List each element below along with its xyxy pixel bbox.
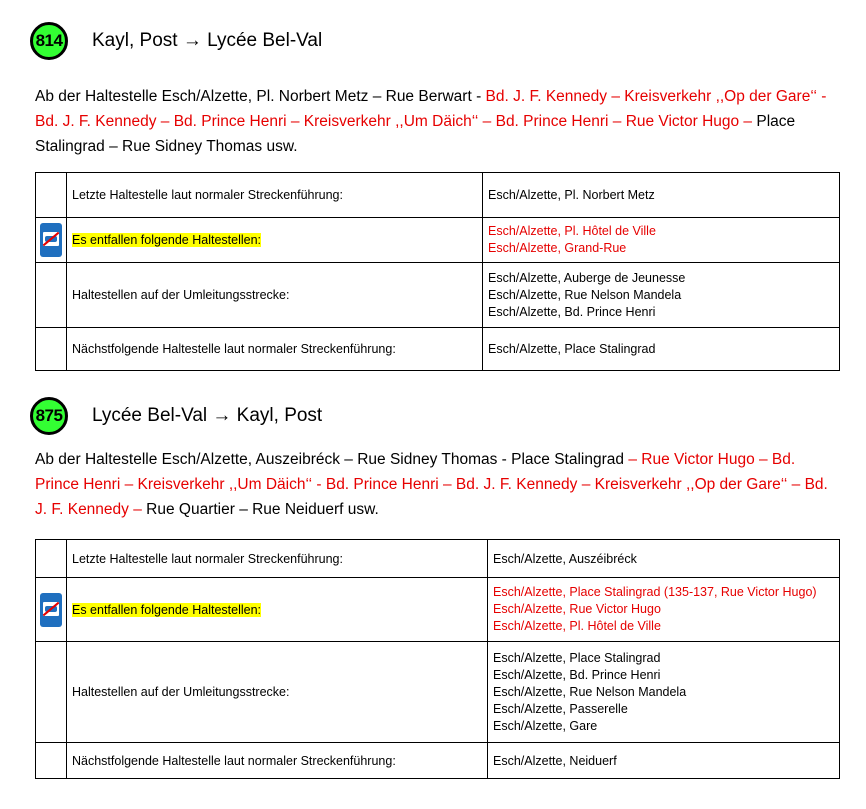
route-number-badge: 814 xyxy=(30,22,68,60)
next-stop-label: Nächstfolgende Haltestelle laut normaler Streckenführung: xyxy=(67,743,488,779)
desc-text-red: Bd. J. F. Kennedy – Kreisverkehr ,,Op der Gare‘‘ - Bd. J. F. Kennedy – Bd. Prince Henri – Kreisverkehr ,,Um Däich‘‘ – Bd. Prince Henri – Rue Victor Hugo – xyxy=(35,88,827,130)
last-stop-value: Esch/Alzette, Auszéibréck xyxy=(488,540,840,578)
desc-text-black: Ab der Haltestelle Esch/Alzette, Pl. Norbert Metz – Rue Berwart - xyxy=(35,88,486,105)
last-stop-label: Letzte Haltestelle laut normaler Streckenführung: xyxy=(67,540,488,578)
last-stop-value: Esch/Alzette, Pl. Norbert Metz xyxy=(483,173,840,218)
list-item: Esch/Alzette, Pl. Hôtel de Ville xyxy=(493,619,661,633)
route-description xyxy=(35,84,835,159)
cancelled-stops-label: Es entfallen folgende Haltestellen: xyxy=(72,233,262,247)
cancelled-stops-label: Es entfallen folgende Haltestellen: xyxy=(72,602,262,617)
bus-stop-cancelled-icon xyxy=(40,593,62,627)
list-item: Esch/Alzette, Grand-Rue xyxy=(488,241,627,255)
table-row-detour-stops xyxy=(36,263,840,328)
route-title: Kayl, Post → Lycée Bel-Val xyxy=(92,30,323,51)
stops-table xyxy=(35,172,840,371)
detour-stops-label: Haltestellen auf der Umleitungsstrecke: xyxy=(67,263,483,328)
route-description xyxy=(35,447,835,522)
icon-cell xyxy=(36,540,67,578)
table-row-last-stop xyxy=(36,173,840,218)
list-item: Esch/Alzette, Bd. Prince Henri xyxy=(488,304,656,319)
detour-stops-label: Haltestellen auf der Umleitungsstrecke: xyxy=(67,642,488,743)
detour-stops-list xyxy=(483,263,840,328)
icon-cell xyxy=(36,578,67,642)
list-item: Esch/Alzette, Bd. Prince Henri xyxy=(493,667,661,682)
last-stop-label: Letzte Haltestelle laut normaler Streckenführung: xyxy=(67,173,483,218)
list-item: Esch/Alzette, Pl. Hôtel de Ville xyxy=(488,224,656,238)
route-header xyxy=(30,22,322,60)
stops-table xyxy=(35,539,840,779)
list-item: Esch/Alzette, Rue Nelson Mandela xyxy=(493,684,687,699)
table-row-detour-stops xyxy=(36,642,840,743)
cancelled-stops-list xyxy=(488,578,840,642)
desc-text-black-end: Place Stalingrad – Rue Sidney Thomas usw. xyxy=(35,113,796,155)
list-item: Esch/Alzette, Passerelle xyxy=(493,701,628,716)
list-item: Esch/Alzette, Auberge de Jeunesse xyxy=(488,270,686,285)
list-item: Esch/Alzette, Gare xyxy=(493,718,598,733)
table-row-cancelled-stops xyxy=(36,218,840,263)
cancelled-label-cell xyxy=(67,218,483,263)
next-stop-value: Esch/Alzette, Place Stalingrad xyxy=(483,328,840,371)
desc-text-black-end: Rue Quartier – Rue Neiduerf usw. xyxy=(141,501,379,518)
cancelled-label-cell xyxy=(67,578,488,642)
desc-text-red: – Rue Victor Hugo – Bd. Prince Henri – Kreisverkehr ,,Um Däich‘‘ - Bd. Prince Henri – Bd. J. F. Kennedy – Kreisverkehr ,,Op der Gare‘‘ – Bd. J. F. Kennedy – xyxy=(35,451,828,518)
table-row-last-stop xyxy=(36,540,840,578)
icon-cell xyxy=(36,218,67,263)
route-number-badge: 875 xyxy=(30,397,68,435)
icon-cell xyxy=(36,173,67,218)
table-row-next-stop xyxy=(36,743,840,779)
detour-stops-list xyxy=(488,642,840,743)
table-row-cancelled-stops xyxy=(36,578,840,642)
desc-text-black: Ab der Haltestelle Esch/Alzette, Auszeibréck – Rue Sidney Thomas - Place Stalingrad xyxy=(35,451,629,468)
next-stop-label: Nächstfolgende Haltestelle laut normaler Streckenführung: xyxy=(67,328,483,371)
list-item: Esch/Alzette, Rue Nelson Mandela xyxy=(488,287,682,302)
cancelled-stops-list xyxy=(483,218,840,263)
list-item: Esch/Alzette, Place Stalingrad xyxy=(493,650,661,665)
icon-cell xyxy=(36,743,67,779)
icon-cell xyxy=(36,328,67,371)
route-title: Lycée Bel-Val → Kayl, Post xyxy=(92,405,323,426)
list-item: Esch/Alzette, Rue Victor Hugo xyxy=(493,602,661,616)
bus-stop-cancelled-icon xyxy=(40,223,62,257)
icon-cell xyxy=(36,642,67,743)
list-item: Esch/Alzette, Place Stalingrad (135-137, Rue Victor Hugo) xyxy=(493,585,817,599)
route-header xyxy=(30,397,322,435)
next-stop-value: Esch/Alzette, Neiduerf xyxy=(488,743,840,779)
table-row-next-stop xyxy=(36,328,840,371)
icon-cell xyxy=(36,263,67,328)
